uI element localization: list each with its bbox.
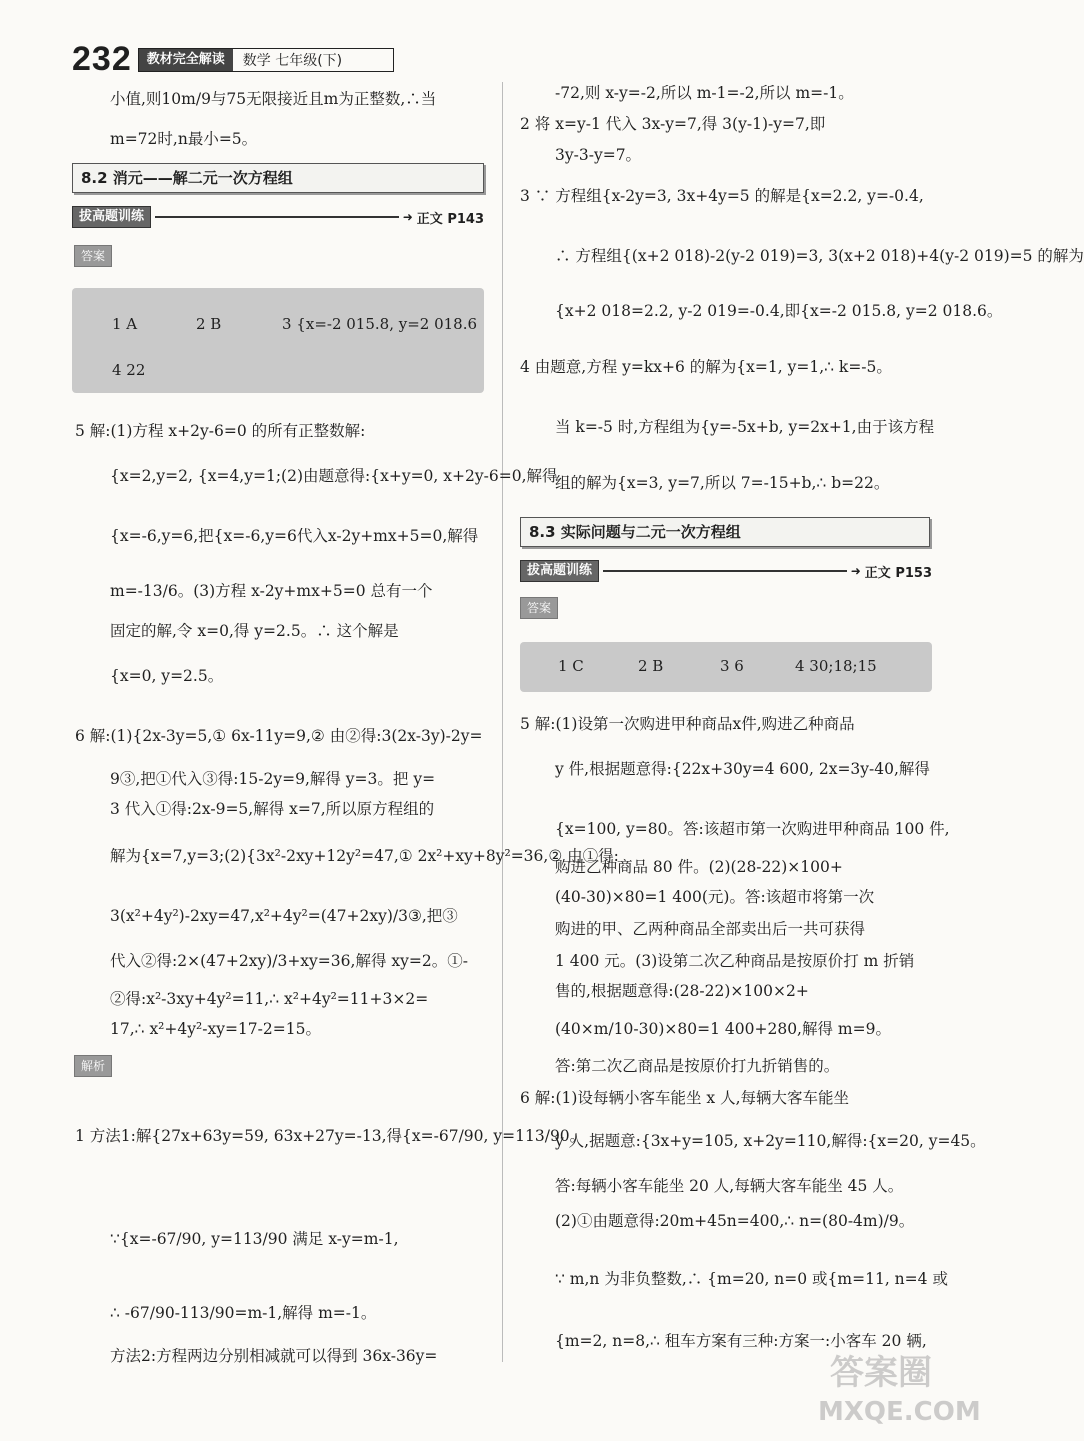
text-line: (2)①由题意得:20m+45n=400,∴ n=(80-4m)/9。: [555, 1212, 915, 1230]
bar-line: [155, 216, 399, 218]
text-line: 购进的甲、乙两种商品全部卖出后一共可获得: [555, 920, 866, 938]
text-line: ②得:x²-3xy+4y²=11,∴ x²+4y²=11+3×2=: [110, 990, 429, 1008]
answer-item: 1 C: [558, 657, 584, 675]
column-divider: [502, 82, 503, 1362]
text-line: 2 将 x=y-1 代入 3x-y=7,得 3(y-1)-y=7,即: [520, 115, 826, 133]
text-line: m=-13/6。(3)方程 x-2y+mx+5=0 总有一个: [110, 582, 433, 600]
page-ref: 正文 P153: [864, 565, 932, 581]
text-line: 当 k=-5 时,方程组为{y=-5x+b, y=2x+1,由于该方程: [555, 418, 935, 436]
text-line: 代入②得:2×(47+2xy)/3+xy=36,解得 xy=2。①-: [110, 952, 468, 970]
answer-item: 2 B: [638, 657, 664, 675]
text-line: -72,则 x-y=-2,所以 m-1=-2,所以 m=-1。: [555, 84, 854, 102]
text-line: y 件,根据题意得:{22x+30y=4 600, 2x=3y-40,解得: [555, 760, 930, 778]
section-heading: [520, 517, 930, 547]
analysis-tag: 解析: [74, 1055, 112, 1077]
page-ref: 正文 P143: [416, 211, 484, 227]
text-line: 9③,把①代入③得:15-2y=9,解得 y=3。把 y=: [110, 770, 436, 788]
training-tag: 拔高题训练: [520, 560, 599, 582]
text-line: m=72时,n最小=5。: [110, 130, 258, 148]
text-line: 6 解:(1){2x-3y=5,① 6x-11y=9,② 由②得:3(2x-3y)-2y=: [75, 727, 483, 745]
text-line: 1 400 元。(3)设第二次乙种商品是按原价打 m 折销: [555, 952, 915, 970]
text-line: 固定的解,令 x=0,得 y=2.5。∴ 这个解是: [110, 622, 399, 640]
bar-line: [603, 570, 847, 572]
text-line: {x=-6,y=6,把{x=-6,y=6代入x-2y+mx+5=0,解得: [110, 527, 479, 545]
watermark-url: MXQE.COM: [818, 1397, 981, 1427]
text-line: 解为{x=7,y=3;(2){3x²-2xy+12y²=47,① 2x²+xy+8y²=36,② 由①得:: [110, 847, 619, 865]
answer-tag: 答案: [520, 597, 558, 619]
text-line: 组的解为{x=3, y=7,所以 7=-15+b,∴ b=22。: [555, 474, 890, 492]
text-line: 5 解:(1)方程 x+2y-6=0 的所有正整数解:: [75, 422, 366, 440]
watermark-text: 答案圈: [830, 1353, 932, 1393]
page-header: [72, 40, 394, 76]
book-title: 教材完全解读: [139, 49, 233, 71]
answer-item: 4 22: [112, 361, 146, 379]
subject-label: 数学 七年级(下): [242, 53, 343, 69]
text-line: ∵{x=-67/90, y=113/90 满足 x-y=m-1,: [110, 1230, 399, 1248]
text-line: 3 代入①得:2x-9=5,解得 x=7,所以原方程组的: [110, 800, 435, 818]
text-line: {x+2 018=2.2, y-2 019=-0.4,即{x=-2 015.8, y=2 018.6。: [555, 302, 1003, 320]
section-heading: [72, 163, 484, 193]
answer-tag: 答案: [74, 245, 112, 267]
text-line: 3(x²+4y²)-2xy=47,x²+4y²=(47+2xy)/3③,把③: [110, 907, 458, 925]
text-line: 小值,则10m/9与75无限接近且m为正整数,∴当: [110, 90, 437, 108]
text-line: 3y-3-y=7。: [555, 146, 642, 164]
text-line: {m=2, n=8,∴ 租车方案有三种:方案一:小客车 20 辆,: [555, 1332, 927, 1350]
answer-item: 1 A: [112, 315, 138, 333]
training-bar: [72, 207, 484, 227]
text-line: (40×m/10-30)×80=1 400+280,解得 m=9。: [555, 1020, 891, 1038]
training-bar: [520, 561, 932, 581]
text-line: 购进乙种商品 80 件。(2)(28-22)×100+: [555, 858, 843, 876]
text-line: 答:第二次乙商品是按原价打九折销售的。: [555, 1057, 840, 1075]
text-line: {x=100, y=80。答:该超市第一次购进甲种商品 100 件,: [555, 820, 950, 838]
text-line: ∵ m,n 为非负整数,∴ {m=20, n=0 或{m=11, n=4 或: [555, 1270, 948, 1288]
answer-item: 3 6: [720, 657, 744, 675]
page-number: 232: [72, 40, 132, 78]
answer-item: 4 30;18;15: [795, 657, 877, 675]
text-line: 5 解:(1)设第一次购进甲种商品x件,购进乙种商品: [520, 715, 855, 733]
answer-item: 3 {x=-2 015.8, y=2 018.6: [282, 315, 478, 333]
text-line: 6 解:(1)设每辆小客车能坐 x 人,每辆大客车能坐: [520, 1089, 849, 1107]
text-line: y 人,据题意:{3x+y=105, x+2y=110,解得:{x=20, y=45。: [555, 1132, 986, 1150]
text-line: 3 ∵ 方程组{x-2y=3, 3x+4y=5 的解是{x=2.2, y=-0.4,: [520, 187, 924, 205]
text-line: 售的,根据题意得:(28-22)×100×2+: [555, 982, 809, 1000]
text-line: 答:每辆小客车能坐 20 人,每辆大客车能坐 45 人。: [555, 1177, 904, 1195]
section-title: 8.3 实际问题与二元一次方程组: [529, 523, 741, 541]
text-line: 4 由题意,方程 y=kx+6 的解为{x=1, y=1,∴ k=-5。: [520, 358, 892, 376]
arrow-icon: ➜: [850, 564, 861, 578]
arrow-icon: ➜: [402, 210, 413, 224]
text-line: ∴ -67/90-113/90=m-1,解得 m=-1。: [110, 1304, 377, 1322]
text-line: 1 方法1:解{27x+63y=59, 63x+27y=-13,得{x=-67/90, y=113/90。: [75, 1127, 586, 1145]
header-bar: [138, 48, 394, 72]
text-line: ∴ 方程组{(x+2 018)-2(y-2 019)=3, 3(x+2 018)+4(y-2 019)=5 的解为: [555, 247, 1084, 265]
watermark-logo: [790, 1345, 990, 1435]
text-line: (40-30)×80=1 400(元)。答:该超市将第一次: [555, 888, 875, 906]
training-tag: 拔高题训练: [72, 206, 151, 228]
text-line: {x=0, y=2.5。: [110, 667, 224, 685]
section-title: 8.2 消元——解二元一次方程组: [81, 169, 293, 187]
answer-item: 2 B: [196, 315, 222, 333]
text-line: 17,∴ x²+4y²-xy=17-2=15。: [110, 1020, 321, 1038]
text-line: 方法2:方程两边分别相减就可以得到 36x-36y=: [110, 1347, 438, 1365]
text-line: {x=2,y=2, {x=4,y=1;(2)由题意得:{x+y=0, x+2y-6=0,解得: [110, 467, 558, 485]
